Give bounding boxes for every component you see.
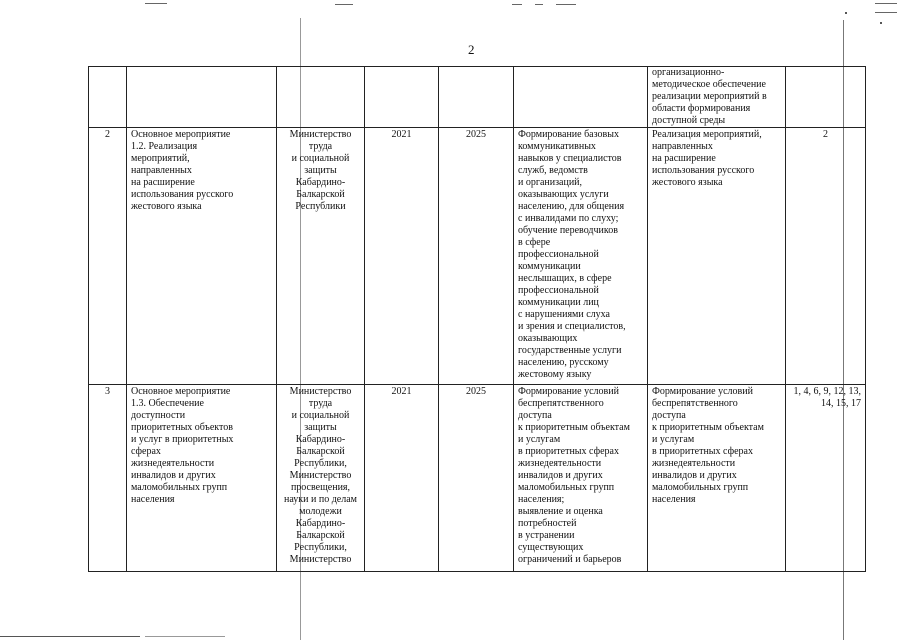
- scan-artifact-line: [875, 3, 897, 4]
- row-number-cell: 2: [89, 128, 127, 385]
- table-row: [89, 128, 866, 385]
- table-row: [89, 385, 866, 572]
- start-year-cell: [365, 67, 439, 128]
- scan-artifact-dot: [880, 22, 882, 24]
- expected-result-cell: Реализация мероприятий, направленных на расширение использования русского жестового языка: [648, 128, 786, 385]
- content-cell: Формирование базовых коммуникативных навыков у специалистов служб, ведомств и организаций, оказывающих услуги населению, для общения с инвалидами по слуху; обучение переводчиков в сфере профессиональной коммуникации неслышащих, в сфере профессиональной коммуникации лиц с нарушениями слуха и зрения и специалистов, оказывающих государственные услуги населению, русскому жестовому языку: [514, 128, 648, 385]
- event-name-cell: Основное мероприятие 1.2. Реализация мероприятий, направленных на расширение использования русского жестового языка: [127, 128, 277, 385]
- executor-cell: [277, 67, 365, 128]
- scan-artifact-line: [556, 4, 576, 5]
- content-cell: [514, 67, 648, 128]
- page-number: 2: [468, 42, 475, 57]
- indicators-cell: 1, 4, 6, 9, 12, 13, 14, 15, 17: [786, 385, 866, 572]
- event-name-cell: [127, 67, 277, 128]
- scan-artifact-line: [335, 4, 353, 5]
- scan-artifact-line: [512, 4, 522, 5]
- end-year-cell: 2025: [439, 128, 514, 385]
- scan-artifact-line: [875, 12, 897, 13]
- end-year-cell: 2025: [439, 385, 514, 572]
- start-year-cell: 2021: [365, 128, 439, 385]
- indicators-cell: 2: [786, 128, 866, 385]
- row-number-cell: [89, 67, 127, 128]
- executor-cell: Министерство труда и социальной защиты Кабардино- Балкарской Республики: [277, 128, 365, 385]
- program-events-table: [88, 66, 866, 572]
- row-number-cell: 3: [89, 385, 127, 572]
- scan-artifact-line: [145, 636, 225, 637]
- expected-result-cell: Формирование условий беспрепятственного доступа к приоритетным объектам и услугам в приоритетных сферах жизнедеятельности инвалидов и других маломобильных групп населения: [648, 385, 786, 572]
- scan-artifact-line: [145, 3, 167, 4]
- start-year-cell: 2021: [365, 385, 439, 572]
- executor-cell: Министерство труда и социальной защиты Кабардино- Балкарской Республики, Министерство просвещения, науки и по делам молодежи Кабардино- Балкарской Республики, Министерство: [277, 385, 365, 572]
- end-year-cell: [439, 67, 514, 128]
- scan-artifact-line: [535, 4, 543, 5]
- expected-result-cell: организационно- методическое обеспечение реализации мероприятий в области формирования доступной среды: [648, 67, 786, 128]
- event-name-cell: Основное мероприятие 1.3. Обеспечение доступности приоритетных объектов и услуг в приоритетных сферах жизнедеятельности инвалидов и других маломобильных групп населения: [127, 385, 277, 572]
- scan-artifact-dot: [845, 12, 847, 14]
- indicators-cell: [786, 67, 866, 128]
- content-cell: Формирование условий беспрепятственного доступа к приоритетным объектам и услугам в приоритетных сферах жизнедеятельности инвалидов и других маломобильных групп населения; выявление и оценка потребностей в устранении существующих ограничений и барьеров: [514, 385, 648, 572]
- table-row: [89, 67, 866, 128]
- scan-artifact-line: [0, 636, 140, 637]
